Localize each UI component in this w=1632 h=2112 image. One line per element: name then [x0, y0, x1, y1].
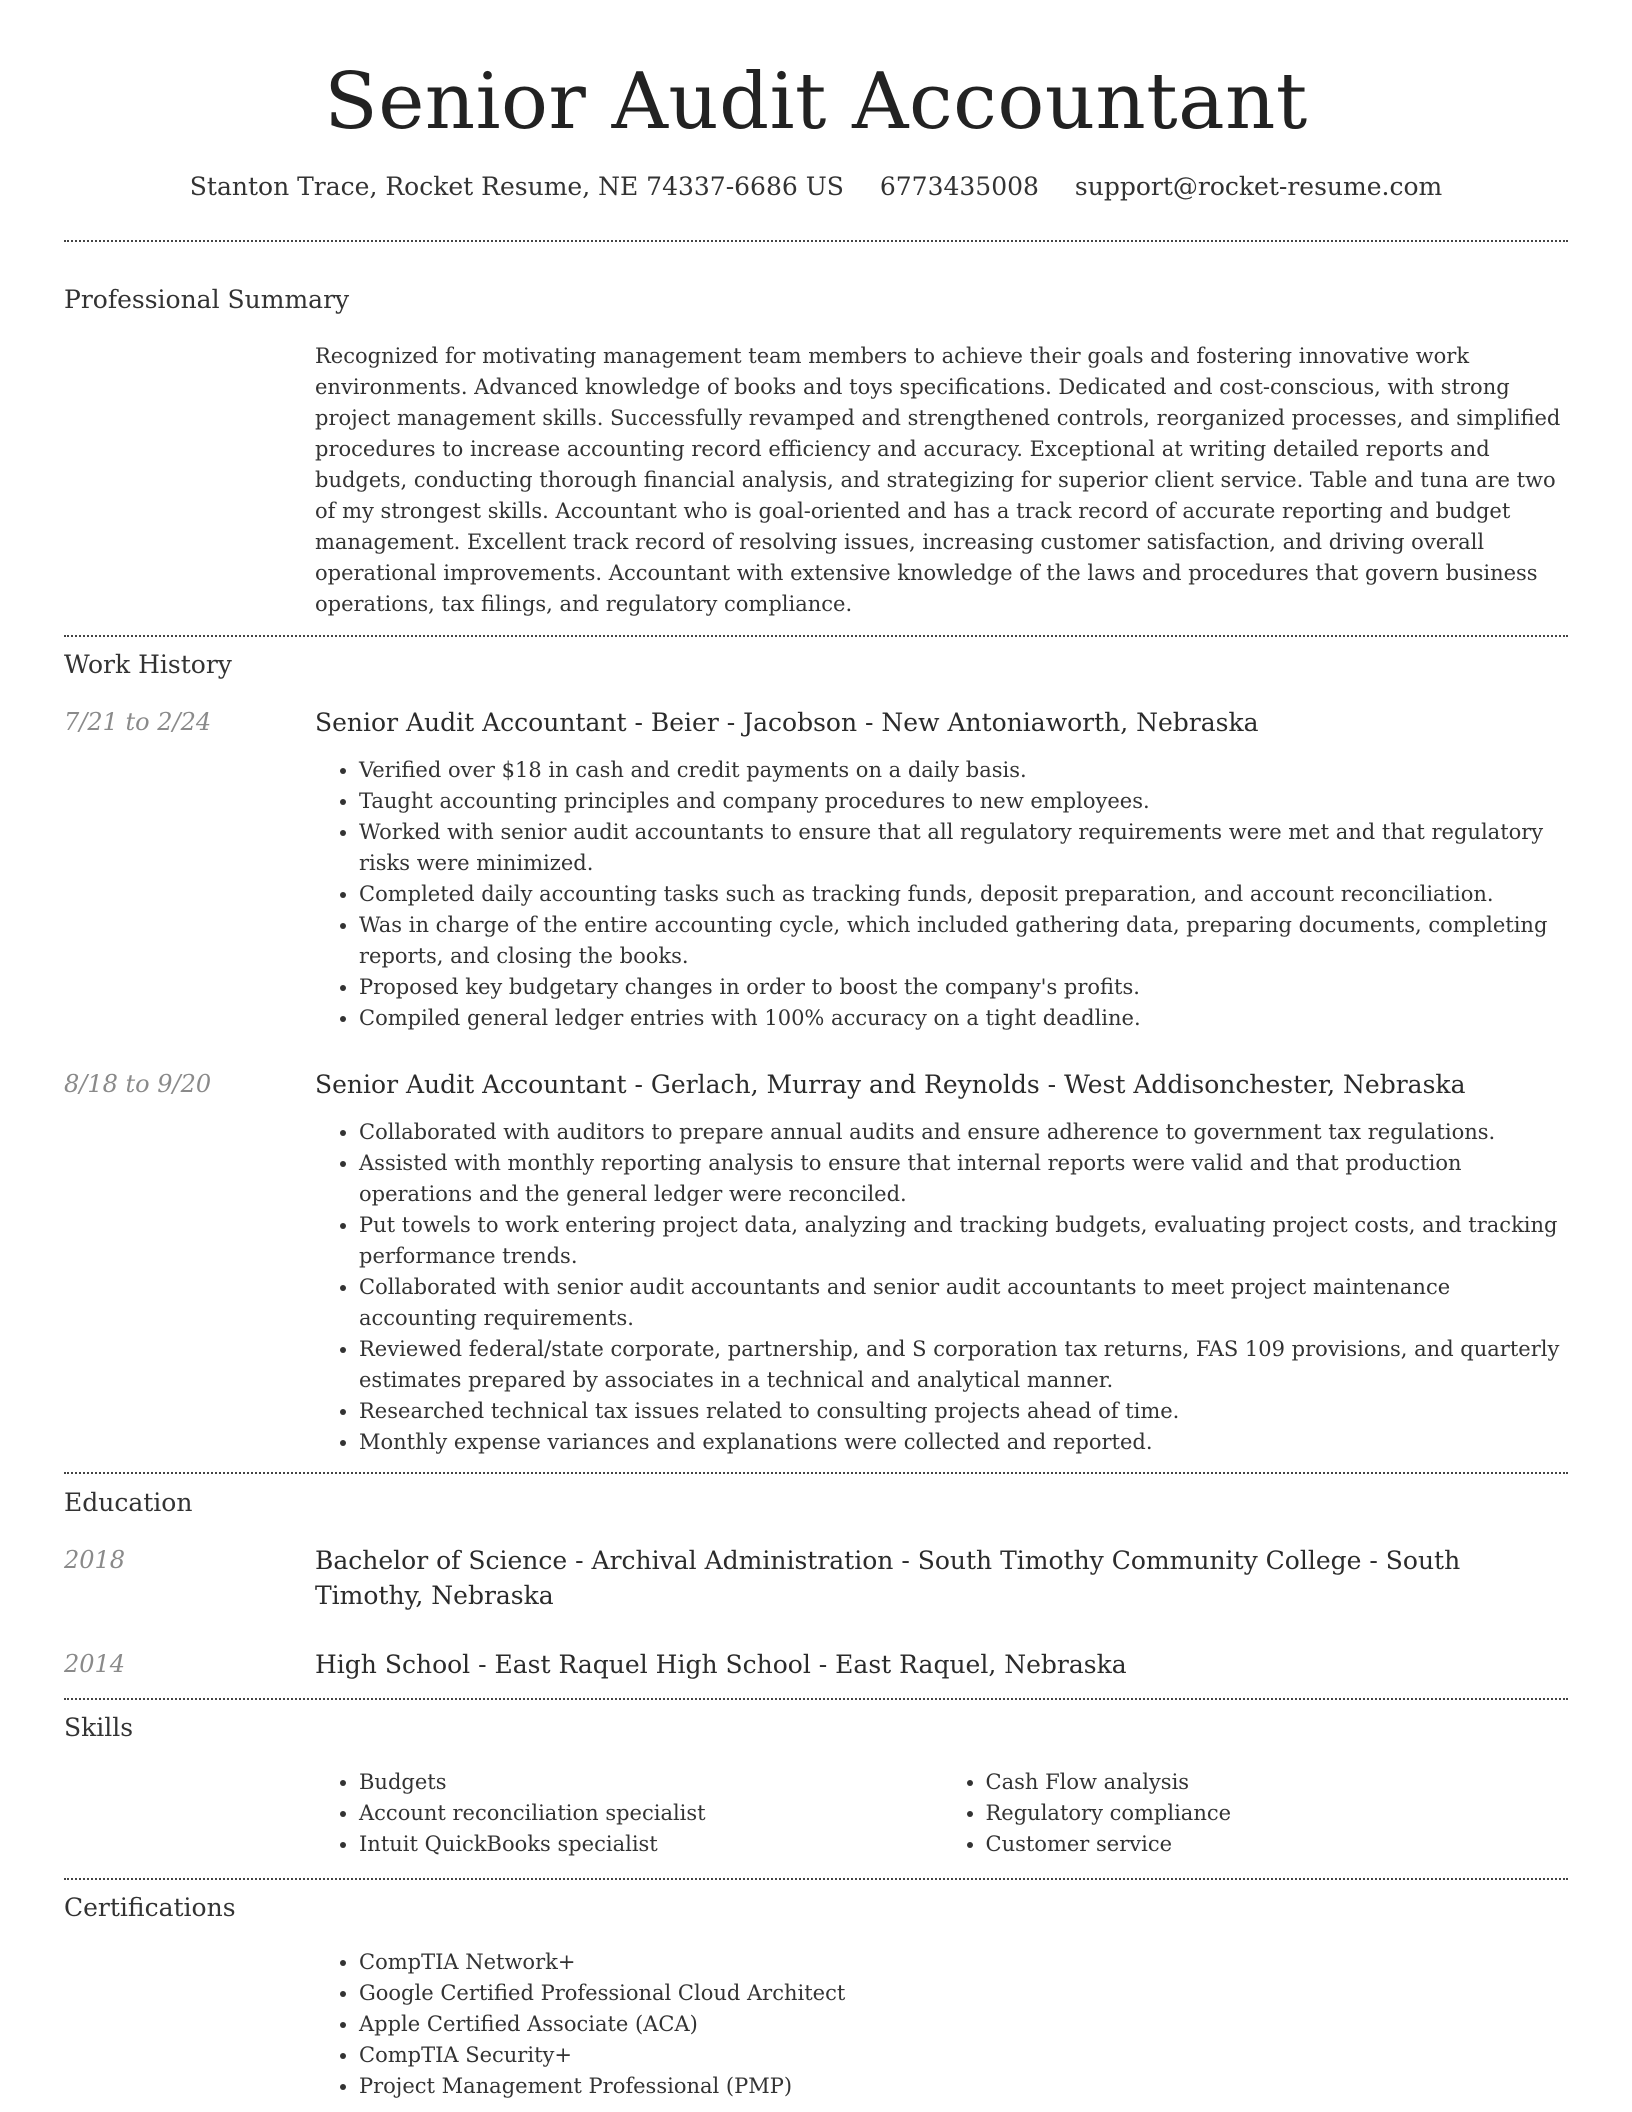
- education-degree: Bachelor of Science - Archival Administration: [315, 1546, 894, 1575]
- education-year: 2014: [64, 1650, 126, 1678]
- education-degree: High School: [315, 1650, 471, 1679]
- education-title: [315, 1647, 1568, 1682]
- list-item: • Apple Certified Associate (ACA): [359, 2009, 1568, 2040]
- job-entry: [315, 1067, 1568, 1458]
- section-title-education: Education: [64, 1488, 193, 1517]
- list-item: • Reviewed federal/state corporate, partnership, and S corporation tax returns, FAS 109 provisions, and quarterly estimates prepared by associates in a technical and analytical manner.: [359, 1334, 1568, 1396]
- list-item: • CompTIA Security+: [359, 2040, 1568, 2071]
- job-employer: - Beier - Jacobson - New Antoniaworth, Nebraska: [626, 708, 1259, 737]
- contact-email: support@rocket-resume.com: [1074, 172, 1443, 201]
- divider: [64, 240, 1568, 242]
- job-dates: 8/18 to 9/20: [64, 1070, 212, 1098]
- job-entry: [315, 705, 1568, 1034]
- education-year: 2018: [64, 1546, 126, 1574]
- resume-name: Senior Audit Accountant: [324, 57, 1308, 147]
- list-item: • Google Certified Professional Cloud Architect: [359, 1978, 1568, 2009]
- job-title: [315, 1067, 1568, 1102]
- list-item: • Put towels to work entering project data, analyzing and tracking budgets, evaluating project costs, and tracking performance trends.: [359, 1210, 1568, 1272]
- list-item: • Verified over $18 in cash and credit payments on a daily basis.: [359, 755, 1568, 786]
- list-item: • Collaborated with auditors to prepare annual audits and ensure adherence to government tax regulations.: [359, 1117, 1568, 1148]
- list-item: • Regulatory compliance: [986, 1798, 1569, 1829]
- skills-list-right: [942, 1767, 1569, 1860]
- section-title-skills: Skills: [64, 1713, 134, 1742]
- job-role: Senior Audit Accountant: [315, 708, 627, 737]
- job-role: Senior Audit Accountant: [315, 1070, 627, 1099]
- list-item: • Researched technical tax issues related to consulting projects ahead of time.: [359, 1396, 1568, 1427]
- skills-grid: [315, 1767, 1568, 1860]
- list-item: • Customer service: [986, 1829, 1569, 1860]
- job-dates: 7/21 to 2/24: [64, 708, 212, 736]
- divider: [64, 1878, 1568, 1880]
- list-item: • Budgets: [359, 1767, 942, 1798]
- section-title-work: Work History: [64, 650, 232, 679]
- list-item: • Cash Flow analysis: [986, 1767, 1569, 1798]
- job-bullets: [315, 755, 1568, 1034]
- certifications-block: [315, 1947, 1568, 2102]
- section-title-certifications: Certifications: [64, 1893, 236, 1922]
- skills-list-left: [315, 1767, 942, 1860]
- divider: [64, 635, 1568, 637]
- job-bullets: [315, 1117, 1568, 1458]
- list-item: • Worked with senior audit accountants to ensure that all regulatory requirements were met and that regulatory risks were minimized.: [359, 817, 1568, 879]
- list-item: • Intuit QuickBooks specialist: [359, 1829, 942, 1860]
- list-item: • Monthly expense variances and explanations were collected and reported.: [359, 1427, 1568, 1458]
- section-title-summary: Professional Summary: [64, 285, 350, 314]
- education-title: [315, 1543, 1568, 1613]
- divider: [64, 1472, 1568, 1474]
- job-employer: - Gerlach, Murray and Reynolds - West Addisonchester, Nebraska: [626, 1070, 1466, 1099]
- list-item: • Account reconciliation specialist: [359, 1798, 942, 1829]
- divider: [64, 1698, 1568, 1700]
- summary-block: [315, 341, 1568, 620]
- list-item: • Collaborated with senior audit accountants and senior audit accountants to meet project maintenance accounting requirements.: [359, 1272, 1568, 1334]
- list-item: • Completed daily accounting tasks such as tracking funds, deposit preparation, and account reconciliation.: [359, 879, 1568, 910]
- contact-line: [64, 170, 1568, 204]
- summary-text: Recognized for motivating management team members to achieve their goals and fostering innovative work environments. Advanced knowledge of books and toys specifications. Dedicated and cost-conscious, with strong project management skills. Successfully revamped and strengthened controls, reorganized processes, and simplified procedures to increase accounting record efficiency and accuracy. Exceptional at writing detailed reports and budgets, conducting thorough financial analysis, and strategizing for superior client service. Table and tuna are two of my strongest skills. Accountant who is goal-oriented and has a track record of accurate reporting and budget management. Excellent track record of resolving issues, increasing customer satisfaction, and driving overall operational improvements. Accountant with extensive knowledge of the laws and procedures that govern business operations, tax filings, and regulatory compliance.: [315, 344, 1561, 616]
- list-item: • Project Management Professional (PMP): [359, 2071, 1568, 2102]
- contact-address: Stanton Trace, Rocket Resume, NE 74337-6686 US: [189, 172, 844, 201]
- list-item: • Proposed key budgetary changes in order to boost the company's profits.: [359, 972, 1568, 1003]
- list-item: • Taught accounting principles and company procedures to new employees.: [359, 786, 1568, 817]
- contact-phone: 6773435008: [879, 172, 1039, 201]
- education-school: - South Timothy Community College - South Timothy, Nebraska: [315, 1546, 1461, 1610]
- certifications-list: [315, 1947, 1568, 2102]
- list-item: • Compiled general ledger entries with 100% accuracy on a tight deadline.: [359, 1003, 1568, 1034]
- job-title: [315, 705, 1568, 740]
- education-entry: [315, 1647, 1568, 1682]
- resume-page: [64, 0, 1568, 2098]
- list-item: • Assisted with monthly reporting analysis to ensure that internal reports were valid and that production operations and the general ledger were reconciled.: [359, 1148, 1568, 1210]
- list-item: • CompTIA Network+: [359, 1947, 1568, 1978]
- list-item: • Was in charge of the entire accounting cycle, which included gathering data, preparing documents, completing reports, and closing the books.: [359, 910, 1568, 972]
- education-entry: [315, 1543, 1568, 1613]
- education-school: - East Raquel High School - East Raquel, Nebraska: [470, 1650, 1127, 1679]
